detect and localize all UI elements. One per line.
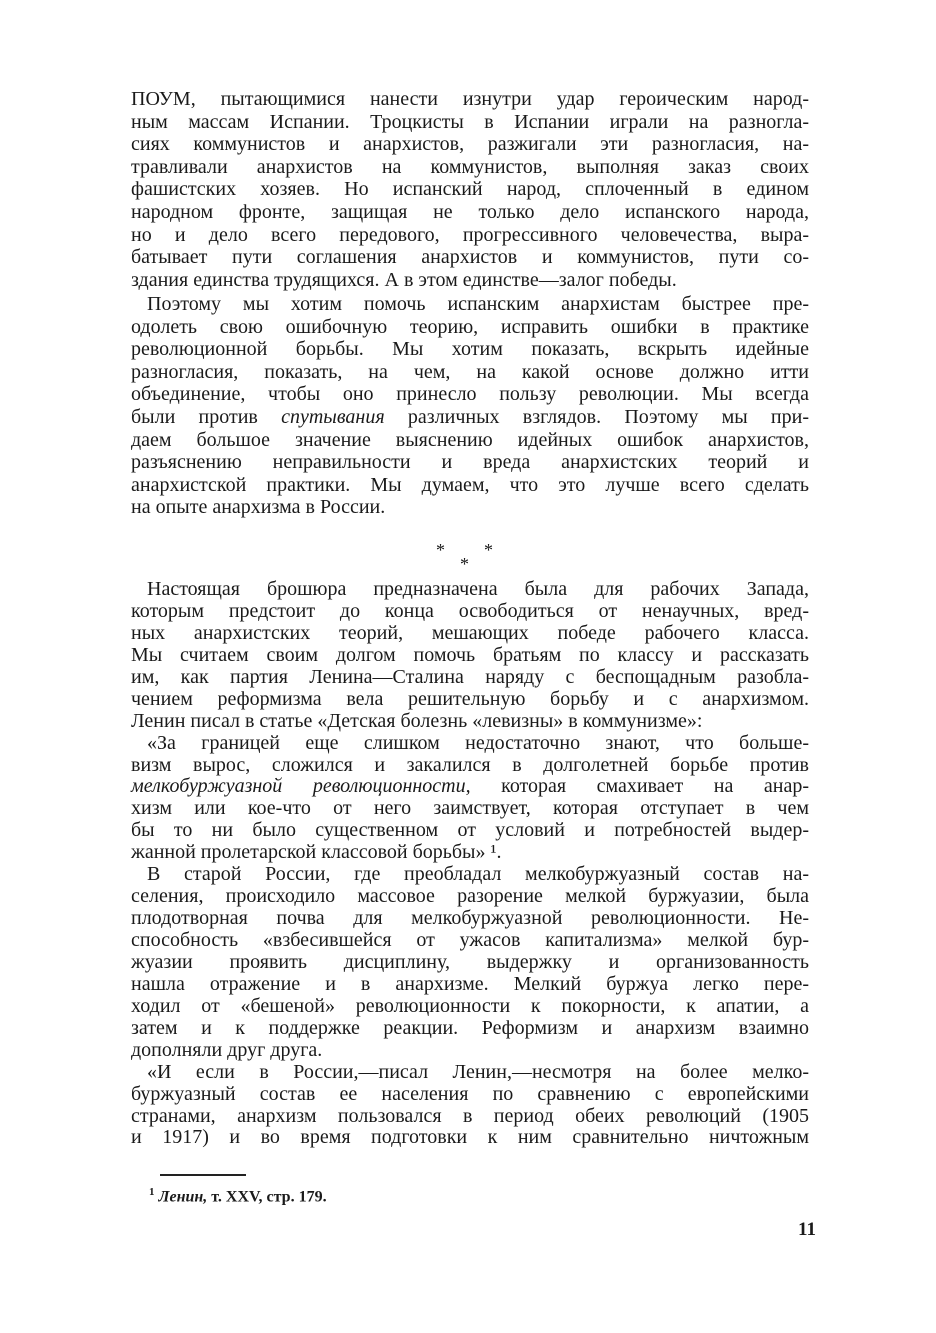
text-line: [131, 711, 809, 733]
text-segment: батывает пути соглашения анархистов и коммунистов, пути со-: [131, 246, 809, 269]
text-line: [131, 1040, 809, 1062]
text-line: [131, 496, 809, 519]
text-segment: затем и к поддержке реакции. Реформизм и анархизм взаимно: [131, 1016, 809, 1039]
text-line: [131, 842, 809, 864]
text-line: [131, 429, 809, 452]
text-segment: дополняли друг друга.: [131, 1038, 323, 1061]
text-block-1: [131, 88, 809, 291]
page-number: 11: [798, 1219, 816, 1240]
text-line: [131, 996, 809, 1018]
text-line: [131, 667, 809, 689]
footnote-author: Ленин,: [158, 1188, 208, 1206]
text-line: [131, 601, 809, 623]
text-segment: были против: [131, 405, 282, 428]
text-line: [131, 864, 809, 886]
text-block-3: [131, 579, 809, 1149]
text-line: [131, 886, 809, 908]
text-line: [131, 645, 809, 667]
footnote-reference: т. XXV, стр. 179.: [207, 1188, 327, 1206]
text-segment: селения, происходило массовое разорение мелкой буржуазии, была: [131, 885, 809, 908]
text-line: [131, 930, 809, 952]
text-segment: Настоящая брошюра предназначена была для рабочих Запада,: [147, 578, 809, 600]
text-segment: плодотворная почва для мелкобуржуазной революционности. Не-: [131, 907, 809, 930]
text-line: [131, 798, 809, 820]
text-line: [131, 338, 809, 361]
text-segment: народном фронте, защищая не только дело испанского народа,: [131, 200, 809, 223]
section-separator: [430, 540, 500, 580]
text-segment: сиях коммунистов и анархистов, разжигали эти разногласия, на-: [131, 133, 809, 156]
text-line: [131, 1106, 809, 1128]
text-line: [131, 1018, 809, 1040]
text-line: [131, 269, 809, 292]
text-segment: здания единства трудящихся. А в этом единстве—залог победы.: [131, 268, 677, 291]
text-line: [131, 952, 809, 974]
text-line: [131, 1127, 809, 1149]
text-segment: им, как партия Ленина—Сталина наряду с беспощадным разобла-: [131, 665, 809, 688]
text-block-2: [131, 293, 809, 519]
text-segment: даем большое значение выяснению идейных ошибок анархистов,: [131, 428, 809, 451]
text-segment: революционной борьбы. Мы хотим показать, вскрыть идейные: [131, 338, 809, 361]
text-line: [131, 1062, 809, 1084]
text-segment: но и дело всего передового, прогрессивного человечества, выра-: [131, 223, 809, 246]
text-line: [131, 201, 809, 224]
text-line: [131, 974, 809, 996]
text-segment: которым предстоит до конца освободиться от ненаучных, вред-: [131, 599, 809, 622]
text-segment: различных взглядов. Поэтому мы при-: [384, 405, 809, 428]
text-line: [131, 224, 809, 247]
text-segment: чением реформизма вела решительную борьбу и с анархизмом.: [131, 687, 809, 710]
text-line: [131, 451, 809, 474]
text-line: [131, 156, 809, 179]
text-line: [131, 908, 809, 930]
text-segment: нашла отражение и в анархизме. Мелкий буржуа легко пере-: [131, 972, 809, 995]
text-segment: фашистских хозяев. Но испанский народ, сплоченный в едином: [131, 178, 809, 201]
text-segment: анархистской практики. Мы думаем, что это лучше всего сделать: [131, 473, 809, 496]
text-line: [131, 623, 809, 645]
text-segment: Поэтому мы хотим помочь испанским анархистам быстрее пре-: [147, 293, 809, 315]
text-segment: Ленин писал в статье «Детская болезнь «левизны» в коммунизме»:: [131, 709, 703, 732]
footnote-divider: [160, 1174, 246, 1176]
text-line: [131, 1084, 809, 1106]
text-segment: буржуазный состав ее населения по сравнению с европейскими: [131, 1082, 809, 1105]
text-line: [131, 178, 809, 201]
text-segment: и 1917) и во время подготовки к ним сравнительно ничтожным: [131, 1126, 809, 1149]
text-line: [131, 133, 809, 156]
text-line: [131, 689, 809, 711]
asterisk: *: [436, 540, 445, 560]
text-segment: В старой России, где преобладал мелкобуржуазный состав на-: [147, 863, 809, 886]
text-segment: разногласия, показать, на чем, на какой основе должно итти: [131, 360, 809, 383]
text-line: [131, 361, 809, 384]
text-segment: разъяснению неправильности и вреда анархистских теорий и: [131, 451, 809, 474]
footnote: [149, 1186, 327, 1206]
text-line: [131, 579, 809, 601]
text-segment: способность «взбесившейся от ужасов капитализма» мелкой бур-: [131, 929, 809, 951]
text-segment: «И если в России,—писал Ленин,—несмотря на более мелко-: [147, 1060, 809, 1083]
text-line: [131, 776, 809, 798]
italic-text: спутывания: [281, 405, 385, 428]
text-segment: травливали анархистов на коммунистов, выполняя заказ своих: [131, 155, 809, 178]
text-line: [131, 406, 809, 429]
text-segment: которая смахивает на анар-: [470, 775, 809, 798]
asterisk: *: [460, 554, 469, 574]
text-line: [131, 474, 809, 497]
text-segment: хизм или кое-что от него заимствует, которая отступает в чем: [131, 797, 809, 820]
italic-text: мелкобуржуазной революционности,: [131, 775, 471, 798]
text-segment: ным массам Испании. Троцкисты в Испании играли на разногла-: [131, 110, 809, 133]
text-segment: странами, анархизм пользовался в период обеих революций (1905: [131, 1104, 809, 1127]
text-line: [131, 293, 809, 316]
text-segment: объединение, чтобы оно принесло пользу революции. Мы всегда: [131, 383, 809, 406]
text-line: [131, 88, 809, 111]
text-segment: жуазии проявить дисциплину, выдержку и организованность: [131, 950, 809, 973]
text-segment: Мы считаем своим долгом помочь братьям по классу и рассказать: [131, 643, 809, 666]
text-line: [131, 316, 809, 339]
text-segment: ходил от «бешеной» революционности к покорности, к апатии, а: [131, 994, 809, 1017]
footnote-marker: 1: [149, 1186, 155, 1198]
text-segment: ных анархистских теорий, мешающих победе рабочего класса.: [131, 621, 809, 644]
text-line: [131, 111, 809, 134]
text-segment: на опыте анархизма в России.: [131, 496, 386, 519]
text-segment: жанной пролетарской классовой борьбы» ¹.: [131, 841, 502, 864]
text-segment: одолеть свою ошибочную теорию, исправить ошибки в практике: [131, 315, 809, 338]
text-line: [131, 820, 809, 842]
text-segment: ПОУМ, пытающимися нанести изнутри удар героическим народ-: [131, 88, 809, 110]
text-segment: «За границей еще слишком недостаточно знают, что больше-: [147, 731, 809, 754]
asterisk: *: [484, 540, 493, 560]
text-line: [131, 755, 809, 777]
text-line: [131, 733, 809, 755]
text-line: [131, 246, 809, 269]
text-segment: визм вырос, сложился и закалился в долголетней борьбе против: [131, 753, 809, 776]
text-line: [131, 383, 809, 406]
text-segment: бы то ни было существенном от условий и потребностей выдер-: [131, 819, 809, 842]
